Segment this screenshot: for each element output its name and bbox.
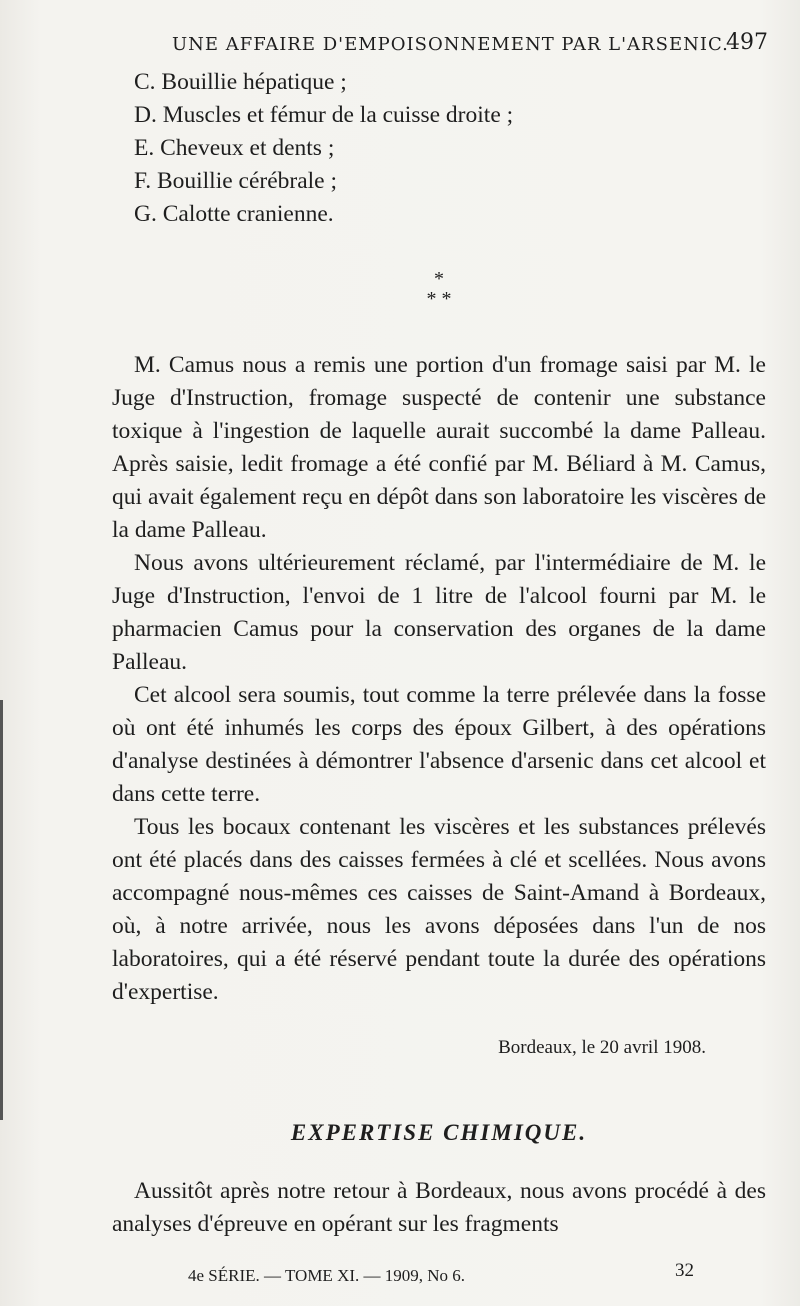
paragraph: M. Camus nous a remis une portion d'un fromage saisi par M. le Juge d'Instruction, fromage suspecté de contenir une substance toxique à l'ingestion de laquelle aurait succombé la dame Palleau. Après saisie, ledit fromage a été confié par M. Béliard à M. Camus, qui avait également reçu en dépôt dans son laboratoire les viscères de la dame Palleau. [112,352,766,543]
paragraph: Tous les bocaux contenant les viscères et les substances prélevés ont été placés dans des caisses fermées à clé et scellées. Nous avons accompagné nous-mêmes ces caisses de Saint-Amand à Bordeaux, où, à notre arrivée, nous les avons déposées dans l'un de nos laboratoires, qui a été réservé pendant toute la durée des opérations d'expertise. [112,814,766,1005]
list-item: D. Muscles et fémur de la cuisse droite ; [134,102,514,128]
paragraph: Cet alcool sera soumis, tout comme la terre prélevée dans la fosse où ont été inhumés les corps des époux Gilbert, à des opérations d'analyse destinées à démontrer l'absence d'arsenic dans cet alcool et dans cette terre. [112,682,766,807]
page-number: 497 [726,30,768,55]
binding-edge [0,700,3,1120]
paragraph: Nous avons ultérieurement réclamé, par l'intermédiaire de M. le Juge d'Instruction, l'envoi de 1 litre de l'alcool fourni par M. le pharmacien Camus pour la conservation des organes de la dame Palleau. [112,550,766,675]
series-info: 4e SÉRIE. — TOME XI. — 1909, No 6. [188,1266,466,1285]
list-item: E. Cheveux et dents ; [134,135,335,161]
section-title: EXPERTISE CHIMIQUE. [290,1120,588,1145]
date-signature: Bordeaux, le 20 avril 1908. [498,1037,706,1058]
page-footer [188,1260,694,1286]
asterism-bottom: * * [426,288,452,310]
sheet-number: 32 [675,1260,694,1281]
list-item: G. Calotte cranienne. [134,201,334,227]
running-head [172,30,768,55]
running-title: UNE AFFAIRE D'EMPOISONNEMENT PAR L'ARSENIC. [172,34,729,55]
list-item: C. Bouillie hépatique ; [134,69,347,95]
closing-paragraph: Aussitôt après notre retour à Bordeaux, nous avons procédé à des analyses d'épreuve en opérant sur les fragments [112,1178,766,1237]
asterism-divider [112,269,766,309]
asterism-top: * [434,268,444,290]
body-text [112,66,766,1241]
list-item: F. Bouillie cérébrale ; [134,168,338,194]
